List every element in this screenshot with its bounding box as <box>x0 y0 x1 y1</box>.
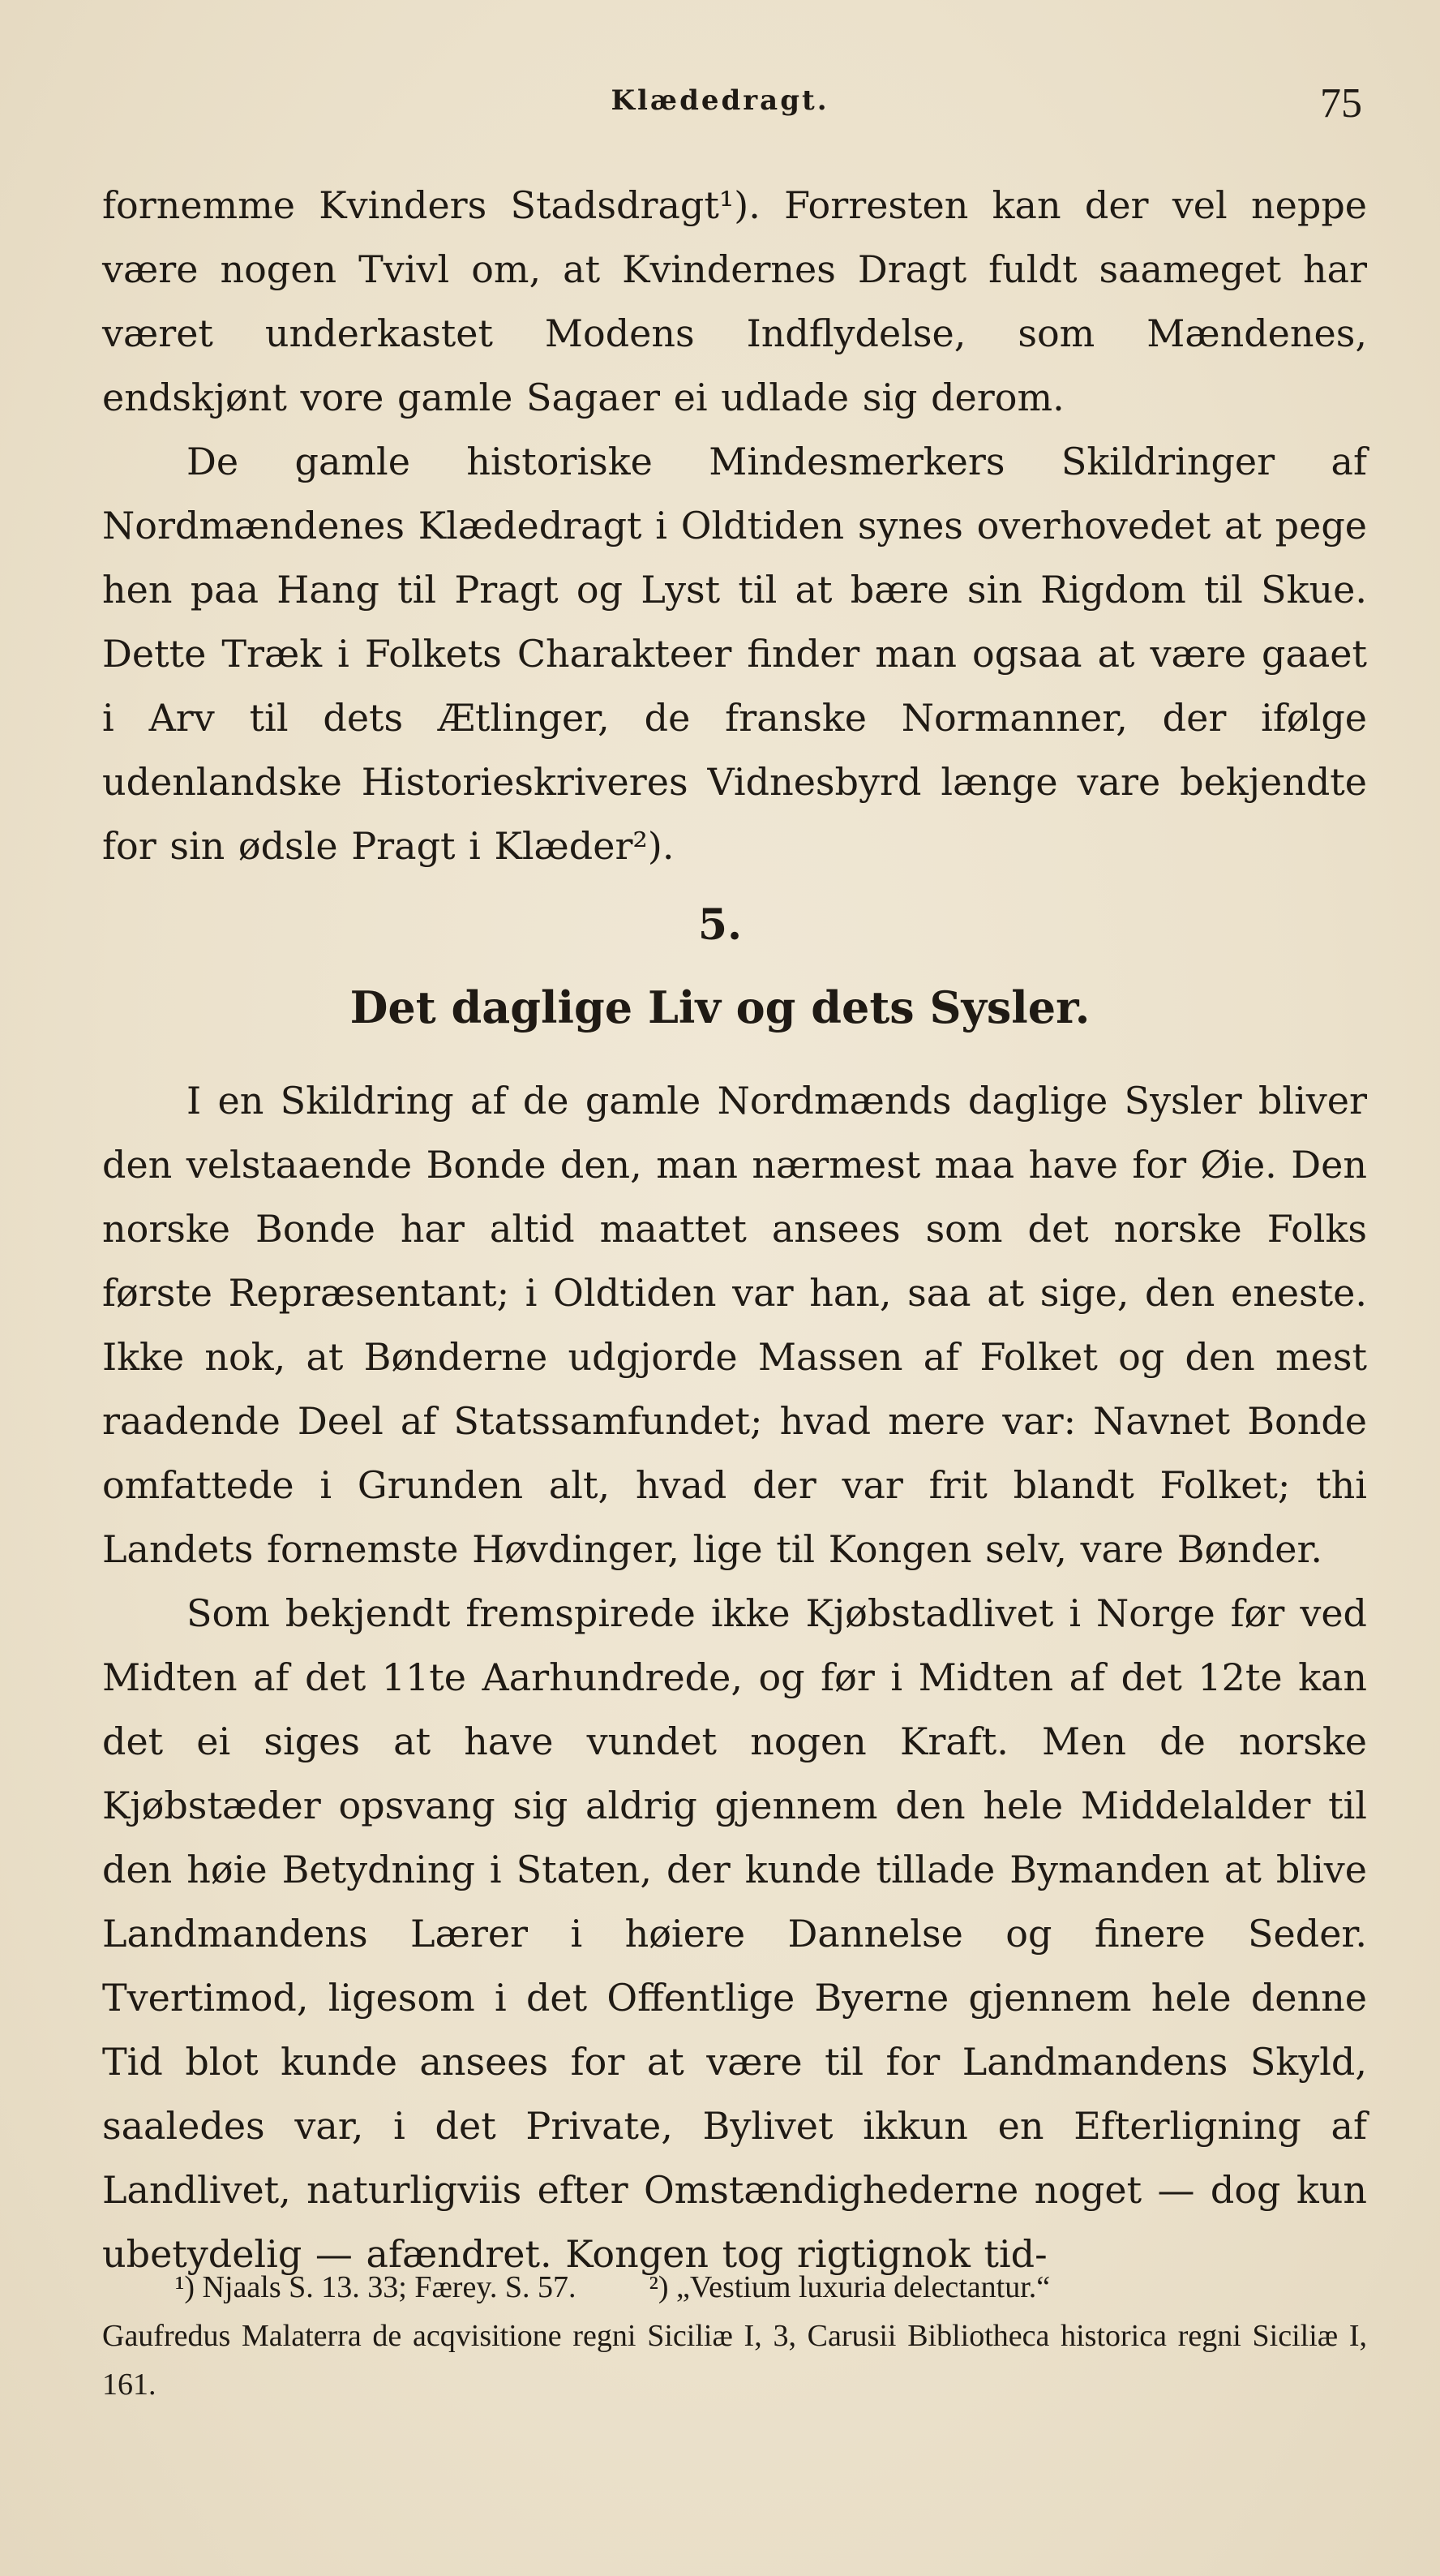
footnote-line <box>102 2263 1367 2312</box>
body-text-bottom <box>102 1069 1367 2286</box>
running-title: Klædedragt. <box>611 84 829 117</box>
footnote-2-source: Gaufredus Malaterra de acqvisitione regni Siciliæ I, 3, Carusii Bibliotheca historica regni Siciliæ I, 161. <box>102 2319 1367 2402</box>
section-title: Det daglige Liv og dets Sysler. <box>349 981 1091 1033</box>
paragraph: I en Skildring af de gamle Nordmænds daglige Sysler bliver den velstaaende Bonde den, man nærmest maa have for Øie. Den norske Bonde har altid maattet ansees som det norske Folks første Repræsentant; i Oldtiden var han, saa at sige, den eneste. Ikke nok, at Bønderne udgjorde Massen af Folket og den mest raadende Deel af Statssamfundet; hvad mere var: Navnet Bonde omfattede i Grunden alt, hvad der var frit blandt Folket; thi Landets fornemste Høvdinger, lige til Kongen selv, vare Bønder. <box>102 1079 1367 1571</box>
paragraph: Som bekjendt fremspirede ikke Kjøbstadlivet i Norge før ved Midten af det 11te Aarhundrede, og før i Midten af det 12te kan det ei siges at have vundet nogen Kraft. Men de norske Kjøbstæder opsvang sig aldrig gjennem den hele Middelalder til den høie Betydning i Staten, der kunde tillade Bymanden at blive Landmandens Lærer i høiere Dannelse og finere Seder. Tvertimod, ligesom i det Offentlige Byerne gjennem hele denne Tid blot kunde ansees for at være til for Landmandens Skyld, saaledes var, i det Private, Bylivet ikkun en Efterligning af Landlivet, naturligviis efter Omstændighederne noget — dog kun ubetydelig — afændret. Kongen tog rigtignok tid- <box>102 1591 1367 2276</box>
footnote-2-quote: ²) „Vestium luxuria delectantur.“ <box>649 2270 1051 2304</box>
body-text-top <box>102 174 1367 878</box>
page-number: 75 <box>1320 80 1362 127</box>
paragraph: fornemme Kvinders Stadsdragt¹). Forresten kan der vel neppe være nogen Tvivl om, at Kvindernes Dragt fuldt saameget har været underkastet Modens Indflydelse, som Mændenes, endskjønt vore gamle Sagaer ei udlade sig derom. <box>102 183 1367 419</box>
footnotes <box>102 2263 1367 2409</box>
paragraph: De gamle historiske Mindesmerkers Skildringer af Nordmændenes Klædedragt i Oldtiden synes overhovedet at pege hen paa Hang til Pragt og Lyst til at bære sin Rigdom til Skue. Dette Træk i Folkets Charakteer finder man ogsaa at være gaaet i Arv til dets Ætlinger, de franske Normanner, der ifølge udenlandske Historieskriveres Vidnesbyrd længe vare bekjendte for sin ødsle Pragt i Klæder²). <box>102 440 1367 868</box>
running-head <box>0 80 1440 133</box>
footnote-1: ¹) Njaals S. 13. 33; Færey. S. 57. <box>175 2270 576 2304</box>
section-number: 5. <box>697 900 743 950</box>
